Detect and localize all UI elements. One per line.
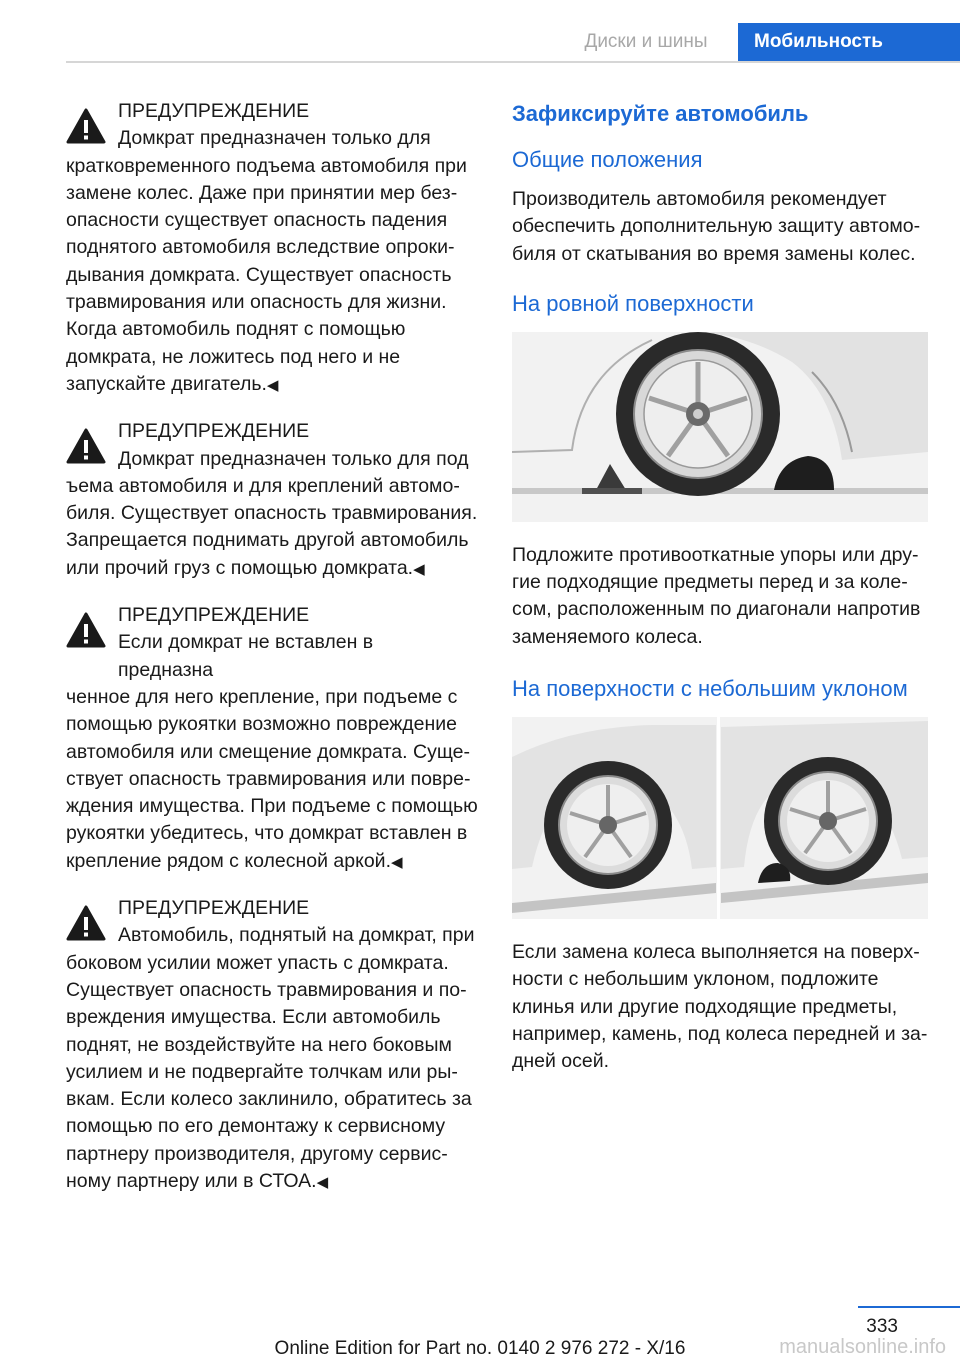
flat-paragraph: Подложите противооткатные упоры или другие подходящие предметы перед и за колесом, расположенным по диагонали напротив заменяемого колеса. (512, 543, 921, 648)
wheel-chock-slope-illustration (512, 717, 928, 919)
header-section-label: Диски и шины (584, 31, 708, 52)
right-column (512, 98, 928, 1076)
header-chapter-label: Мобильность (754, 31, 883, 52)
edition-line: Online Edition for Part no. 0140 2 976 272 - X/16 (274, 1338, 686, 1359)
warning-text (66, 950, 478, 1197)
warning-text-body: ъема автомобиля и для креплений автомобиля. Существует опасность травмирования. Запрещается поднимать другой автомобиль или прочий груз с помощью домкрата. (66, 474, 478, 579)
warning-title: ПРЕДУПРЕЖДЕНИЕ (118, 604, 310, 627)
warning-text-first-line: Автомобиль, поднятый на домкрат, при (118, 924, 475, 947)
subsection-heading-general: Общие положения (512, 147, 703, 172)
warning-text-body: кратковременного подъема автомобиля при замене колес. Даже при принятии мер безопасности существует опасность падения поднятого автомобиля вследствие опрокидывания домкрата. Существует опасность травмирования или опасность для жизни. Когда автомобиль поднят с помощью домкрата, не ложитесь под него и не запускайте двигатель. (66, 154, 467, 395)
warning-block (66, 98, 478, 399)
warning-text (66, 153, 478, 400)
page-number: 333 (866, 1316, 898, 1337)
warning-triangle-icon (66, 905, 106, 941)
warning-triangle-icon (66, 428, 106, 464)
subsection-heading-slope: На поверхности с небольшим уклоном (512, 676, 908, 702)
end-mark-icon: ◀ (316, 1173, 329, 1191)
left-column (66, 98, 478, 1215)
end-mark-icon: ◀ (391, 853, 403, 871)
slope-paragraph: Если замена колеса выполняется на поверхности с небольшим уклоном, подложите клинья или другие подходящие предметы, например, камень, под колеса передней и задней осей. (512, 941, 928, 1073)
warning-text-body: боковом усилии может упасть с домкрата. Существует опасность травмирования и повреждения имущества. Если автомобиль поднят, не воздействуйте на него боковым усилием и не подвергайте толчкам или рывкам. Если колесо заклинило, обратитесь за помощью по его демонтажу к сервисному партнеру производителя, другому сервисному партнеру или в СТОА. (66, 951, 472, 1192)
general-paragraph: Производитель автомобиля рекомендует обеспечить дополнительную защиту автомобиля от скатывания во время замены колес. (512, 188, 921, 265)
warning-block (66, 895, 478, 1196)
warning-triangle-icon (66, 108, 106, 144)
warning-block (66, 418, 478, 583)
warning-text-first-line: Если домкрат не вставлен в предназна (118, 631, 374, 681)
footer-divider (858, 1306, 960, 1308)
wheel-chock-flat-illustration (512, 332, 928, 522)
end-mark-icon: ◀ (266, 376, 279, 394)
warning-text (66, 684, 478, 876)
header-divider (66, 61, 960, 63)
warning-text-body: ченное для него крепление, при подъеме с помощью рукоятки возможно повреждение автомобиля или смещение домкрата. Существует опасность травмирования или повреждения имущества. При подъеме с помощью рукоятки убедитесь, что домкрат вставлен в крепление рядом с колесной аркой. (66, 685, 478, 872)
warning-title: ПРЕДУПРЕЖДЕНИЕ (118, 100, 310, 122)
watermark: manualsonline.info (779, 1336, 946, 1358)
warning-title: ПРЕДУПРЕЖДЕНИЕ (118, 420, 310, 443)
warning-text-first-line: Домкрат предназначен только для (118, 127, 431, 150)
warning-text (66, 473, 478, 583)
section-title: Зафиксируйте автомобиль (512, 101, 809, 126)
warning-title: ПРЕДУПРЕЖДЕНИЕ (118, 897, 310, 920)
warning-block (66, 602, 478, 876)
warning-triangle-icon (66, 612, 106, 648)
warning-text-first-line: Домкрат предназначен только для под (118, 447, 469, 470)
end-mark-icon: ◀ (413, 560, 425, 578)
header-chapter-tab[interactable] (738, 23, 960, 61)
subsection-heading-flat: На ровной поверхности (512, 290, 754, 316)
header-section-tab[interactable] (560, 23, 732, 61)
